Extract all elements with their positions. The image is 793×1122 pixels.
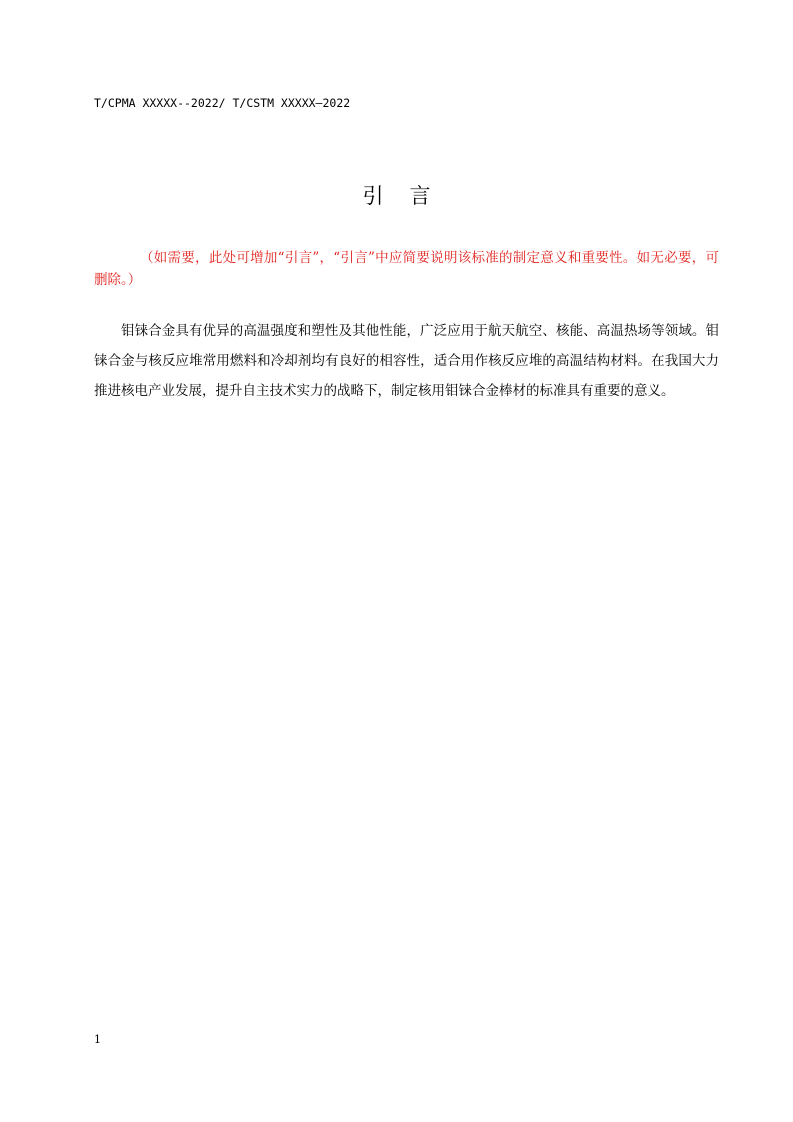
introduction-paragraph: 钼铼合金具有优异的高温强度和塑性及其他性能，广泛应用于航天航空、核能、高温热场等领域。钼铼合金与核反应堆常用燃料和冷却剂均有良好的相容性，适合用作核反应堆的高温结构材料。在我国大力推进核电产业发展，提升自主技术实力的战略下，制定核用钼铼合金棒材的标准具有重要的意义。 [94,323,719,399]
page-number: 1 [94,1033,101,1046]
standard-code-header: T/CPMA XXXXX--2022/ T/CSTM XXXXX—2022 [94,96,351,110]
editorial-note: （如需要，此处可增加“引言”，“引言”中应简要说明该标准的制定意义和重要性。如无必要，可删除。） [94,250,719,288]
section-title: 引言 [362,184,457,208]
